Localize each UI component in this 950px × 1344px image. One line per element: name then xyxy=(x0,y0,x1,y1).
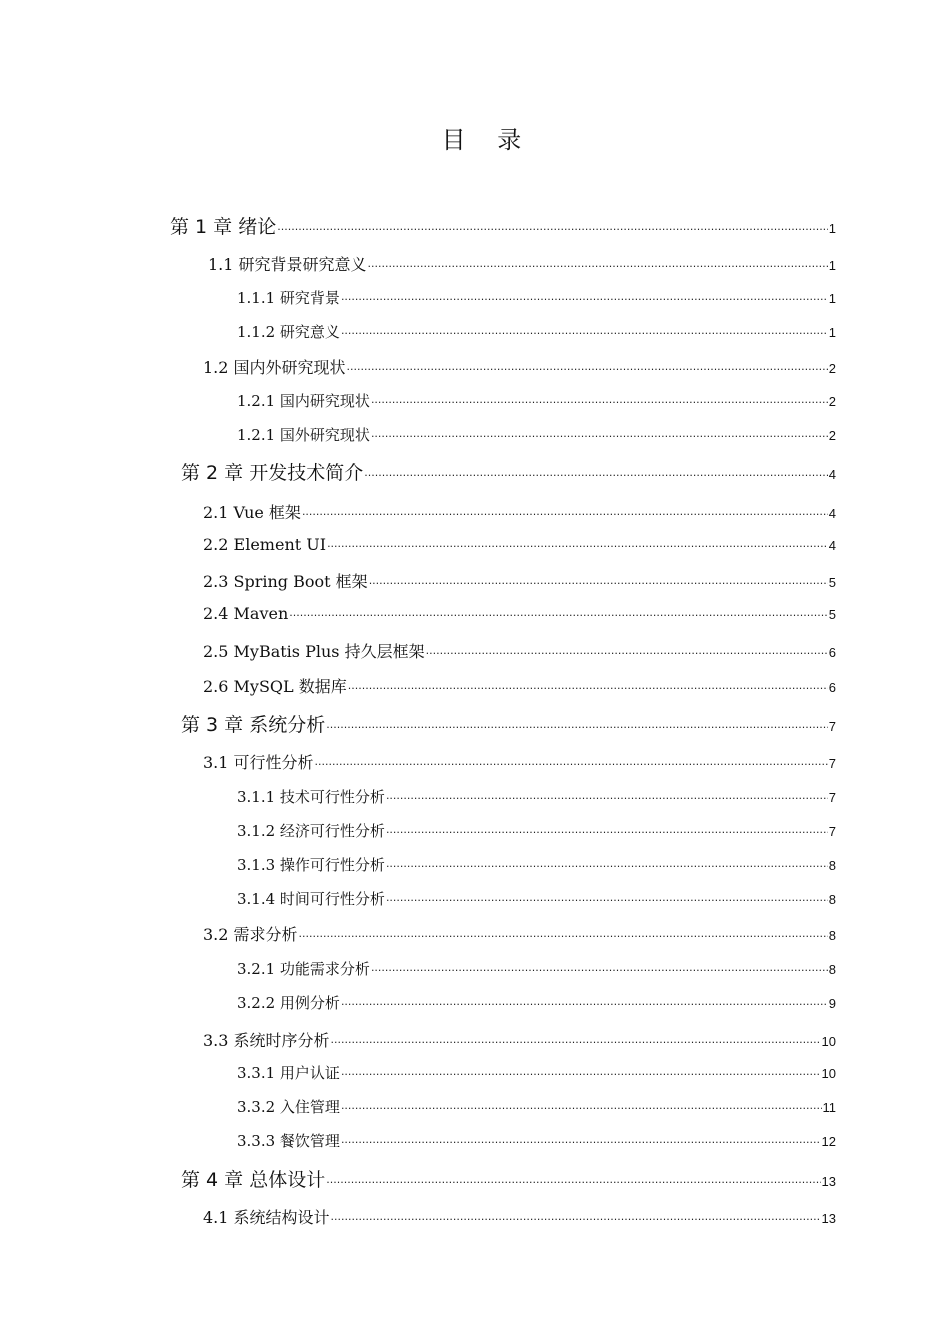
dot-leader xyxy=(331,1030,821,1046)
toc-entry-title: 2.6 MySQL 数据库 xyxy=(203,677,347,696)
toc-entry-page-number: 8 xyxy=(828,928,836,943)
toc-entry-page-number: 1 xyxy=(828,258,836,273)
toc-entry[interactable] xyxy=(208,252,836,275)
toc-entry-page-number: 9 xyxy=(828,996,836,1011)
toc-entry-title: 2.5 MyBatis Plus 持久层框架 xyxy=(203,642,425,661)
dot-leader xyxy=(341,993,828,1008)
dot-leader xyxy=(331,1207,821,1223)
toc-entry[interactable] xyxy=(237,992,836,1013)
toc-entry-page-number: 2 xyxy=(828,428,836,443)
toc-entry-title: 2.4 Maven xyxy=(203,604,289,623)
toc-entry-page-number: 2 xyxy=(828,394,836,409)
dot-leader xyxy=(386,855,828,870)
page-title: 目 录 xyxy=(441,126,534,154)
toc-entry[interactable] xyxy=(237,390,836,411)
toc-entry-title: 第 2 章 开发技术简介 xyxy=(181,462,364,484)
toc-entry[interactable] xyxy=(237,786,836,807)
toc-entry-title: 3.1.2 经济可行性分析 xyxy=(237,822,385,840)
toc-entry-title: 1.1.1 研究背景 xyxy=(237,289,340,307)
toc-entry-title: 1.2.1 国内研究现状 xyxy=(237,392,370,410)
toc-entry-title: 3.2 需求分析 xyxy=(203,925,298,944)
toc-entry-title: 3.3.1 用户认证 xyxy=(237,1064,340,1082)
toc-entry[interactable] xyxy=(237,321,836,342)
toc-entry-title: 3.2.2 用例分析 xyxy=(237,994,340,1012)
dot-leader xyxy=(341,1097,822,1112)
toc-entry-page-number: 13 xyxy=(821,1211,836,1226)
toc-entry[interactable] xyxy=(237,1062,836,1083)
toc-entry[interactable] xyxy=(237,888,836,909)
dot-leader xyxy=(386,821,828,836)
toc-entry[interactable] xyxy=(237,1130,836,1151)
toc-entry-page-number: 10 xyxy=(821,1066,836,1081)
toc-entry[interactable] xyxy=(237,854,836,875)
dot-leader xyxy=(326,712,828,731)
dot-leader xyxy=(348,676,828,692)
toc-entry-page-number: 8 xyxy=(828,858,836,873)
toc-entry-title: 2.3 Spring Boot 框架 xyxy=(203,572,368,591)
toc-entry-title: 第 3 章 系统分析 xyxy=(181,714,326,736)
dot-leader xyxy=(371,391,828,406)
toc-entry[interactable] xyxy=(237,820,836,841)
toc-entry[interactable] xyxy=(181,710,836,737)
toc-entry-page-number: 5 xyxy=(828,575,836,590)
toc-entry-title: 3.1 可行性分析 xyxy=(203,753,314,772)
toc-entry[interactable] xyxy=(237,287,836,308)
toc-entry-title: 3.3.3 餐饮管理 xyxy=(237,1132,340,1150)
toc-entry[interactable] xyxy=(203,674,836,697)
dot-leader xyxy=(368,254,828,270)
toc-entry[interactable] xyxy=(170,212,836,239)
toc-entry-page-number: 1 xyxy=(828,325,836,340)
toc-entry-page-number: 6 xyxy=(828,645,836,660)
toc-entry[interactable] xyxy=(203,639,836,662)
toc-entry-title: 3.3.2 入住管理 xyxy=(237,1098,340,1116)
toc-entry-page-number: 4 xyxy=(828,538,836,553)
toc-entry[interactable] xyxy=(237,424,836,445)
dot-leader xyxy=(386,889,828,904)
dot-leader xyxy=(289,603,828,619)
toc-entry-title: 4.1 系统结构设计 xyxy=(203,1208,330,1227)
dot-leader xyxy=(315,752,828,768)
dot-leader xyxy=(369,571,828,587)
toc-entry[interactable] xyxy=(181,458,836,485)
dot-leader xyxy=(341,1131,821,1146)
toc-entry[interactable] xyxy=(203,569,836,592)
dot-leader xyxy=(341,288,828,303)
dot-leader xyxy=(341,1063,821,1078)
dot-leader xyxy=(386,787,828,802)
toc-entry[interactable] xyxy=(203,534,836,554)
toc-entry-title: 2.2 Element UI xyxy=(203,535,327,554)
toc-entry-title: 2.1 Vue 框架 xyxy=(203,503,301,522)
toc-entry-title: 第 1 章 绪论 xyxy=(170,216,277,238)
toc-entry-page-number: 13 xyxy=(821,1174,836,1189)
toc-entry-title: 1.1.2 研究意义 xyxy=(237,323,340,341)
dot-leader xyxy=(299,924,828,940)
toc-entry-title: 第 4 章 总体设计 xyxy=(181,1169,326,1191)
toc-entry-page-number: 11 xyxy=(822,1100,836,1115)
toc-entry-page-number: 12 xyxy=(821,1134,836,1149)
toc-entry[interactable] xyxy=(203,750,836,773)
toc-entry-page-number: 1 xyxy=(828,221,836,236)
toc-entry-page-number: 4 xyxy=(828,506,836,521)
dot-leader xyxy=(327,534,828,550)
dot-leader xyxy=(364,460,828,479)
dot-leader xyxy=(347,357,828,373)
toc-entry-title: 3.2.1 功能需求分析 xyxy=(237,960,370,978)
toc-entry-page-number: 7 xyxy=(828,790,836,805)
toc-entry[interactable] xyxy=(203,922,836,945)
dot-leader xyxy=(426,641,828,657)
toc-entry-page-number: 8 xyxy=(828,962,836,977)
toc-entry-page-number: 4 xyxy=(828,467,836,482)
dot-leader xyxy=(326,1167,820,1186)
toc-entry-title: 3.1.4 时间可行性分析 xyxy=(237,890,385,908)
toc-entry-title: 1.2 国内外研究现状 xyxy=(203,358,346,377)
toc-entry[interactable] xyxy=(203,355,836,378)
toc-entry-title: 3.1.3 操作可行性分析 xyxy=(237,856,385,874)
toc-entry-page-number: 8 xyxy=(828,892,836,907)
toc-entry-page-number: 6 xyxy=(828,680,836,695)
toc-entry[interactable] xyxy=(237,958,836,979)
toc-entry-page-number: 7 xyxy=(828,719,836,734)
dot-leader xyxy=(371,959,828,974)
toc-entry-title: 1.1 研究背景研究意义 xyxy=(208,255,367,274)
toc-entry-page-number: 7 xyxy=(828,756,836,771)
dot-leader xyxy=(302,502,828,518)
toc-entry-page-number: 7 xyxy=(828,824,836,839)
toc-entry-page-number: 2 xyxy=(828,361,836,376)
toc-entry-page-number: 10 xyxy=(821,1034,836,1049)
toc-entry[interactable] xyxy=(203,500,836,523)
toc-entry-page-number: 1 xyxy=(828,291,836,306)
toc-entry-page-number: 5 xyxy=(828,607,836,622)
toc-entry-title: 1.2.1 国外研究现状 xyxy=(237,426,370,444)
dot-leader xyxy=(277,214,828,233)
toc-entry[interactable] xyxy=(203,1028,836,1051)
toc-entry[interactable] xyxy=(203,1205,836,1228)
dot-leader xyxy=(371,425,828,440)
dot-leader xyxy=(341,322,828,337)
toc-entry-title: 3.3 系统时序分析 xyxy=(203,1031,330,1050)
toc-entry[interactable] xyxy=(181,1165,836,1192)
toc-entry-title: 3.1.1 技术可行性分析 xyxy=(237,788,385,806)
toc-entry[interactable] xyxy=(203,603,836,623)
toc-entry[interactable] xyxy=(237,1096,836,1117)
